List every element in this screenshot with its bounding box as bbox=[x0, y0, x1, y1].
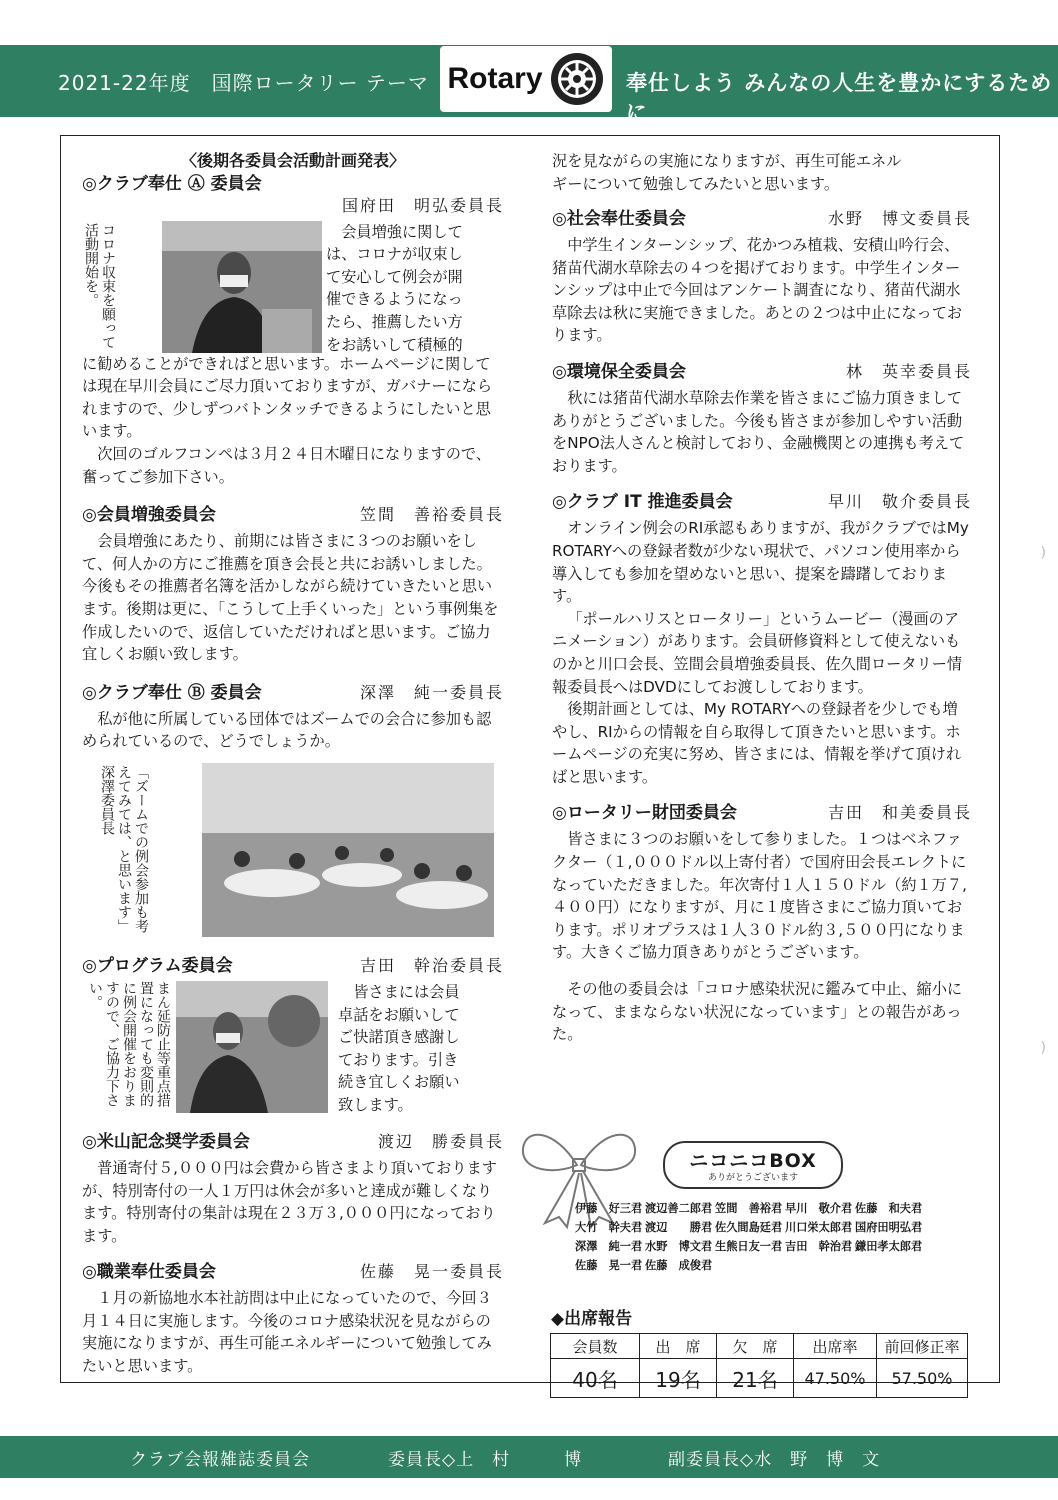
chair-name: 吉田 幹治委員長 bbox=[359, 955, 504, 975]
club-b-photo-block bbox=[82, 763, 504, 941]
donor-name: 佐久間島廷君 bbox=[715, 1221, 783, 1234]
meeting-photo bbox=[202, 763, 494, 937]
donor-name: 生熊日友一君 bbox=[715, 1240, 783, 1253]
donor-name: 水野 博文君 bbox=[645, 1240, 713, 1253]
header-cell: 前回修正率 bbox=[877, 1334, 968, 1359]
paragraph: 普通寄付５,０００円は会費から皆さまより頂いておりますが、特別寄付の一人１万円は休会が多いと達成が難しくなります。特別寄付の集計は現在２３万３,０００円になっております。 bbox=[82, 1158, 497, 1245]
section-yoneyama bbox=[82, 1131, 504, 1157]
section-community bbox=[552, 208, 972, 234]
section-title: ◎ロータリー財団委員会 bbox=[552, 803, 737, 824]
section-title: ◎職業奉仕委員会 bbox=[82, 1262, 216, 1283]
donor-name: 渡辺善二郎君 bbox=[645, 1202, 713, 1215]
section-title: ◎クラブ奉仕 Ⓐ 委員会 bbox=[82, 173, 262, 194]
value-cell: 19名 bbox=[640, 1359, 717, 1398]
header-cell: 出 席 bbox=[640, 1334, 717, 1359]
paragraph: 秋には猪苗代湖水草除去作業を皆さまにご協力頂きましてありがとうございました。今後も皆さまが参加しやすい活動をNPO法人さんと検討しており、金融機関との連携も考えております。 bbox=[552, 388, 965, 475]
header-cell: 出席率 bbox=[794, 1334, 877, 1359]
nikoniko-title-box bbox=[663, 1141, 843, 1189]
section-membership bbox=[82, 504, 504, 530]
chair-name: 水野 博文委員長 bbox=[827, 209, 972, 228]
theme-year-label: 2021-22年度 国際ロータリー テーマ bbox=[58, 71, 429, 95]
section-title: ◎環境保全委員会 bbox=[552, 361, 686, 382]
paragraph: 皆さまに３つのお願いをして参りました。１つはベネファクター（１,０００ドル以上寄付者）で国府田会長エレクトになっていただきました。年次寄付１人１５０ドル（約１万７,４００円）になりますが、月に１度皆さまにご協力頂いております。ポリオプラスは１人３０ドル約３,５００円になります。大きくご協力頂きありがとうございます。 bbox=[552, 830, 967, 962]
text-line: 致します。 bbox=[338, 1095, 413, 1114]
text-line: をお誘いして積極的 bbox=[326, 335, 463, 354]
program-photo-block bbox=[82, 981, 504, 1117]
article-title: 〈後期各委員会活動計画発表〉 bbox=[180, 151, 405, 170]
nikoniko-title: ニコニコBOX bbox=[689, 1150, 817, 1172]
text-line: 催できるようになっ bbox=[326, 290, 463, 309]
chair-name: 林 英幸委員長 bbox=[845, 361, 972, 381]
chair-name: 吉田 和美委員長 bbox=[827, 803, 972, 823]
margin-mark: ) bbox=[1040, 1040, 1046, 1056]
section-title: ◎会員増強委員会 bbox=[82, 505, 216, 526]
paragraph: に勧めることができればと思います。ホームページに関しては現在早川会員にご尽力頂いておりますが、ガバナーになられますので、少しずつバトンタッチできるようにしたいと思います。 bbox=[82, 354, 493, 441]
header-cell: 欠 席 bbox=[717, 1334, 794, 1359]
vocational-body-start bbox=[82, 1287, 504, 1376]
donor-name: 伊藤 好三君 bbox=[575, 1202, 643, 1215]
donor-name: 早川 敬介君 bbox=[785, 1202, 853, 1215]
footer-band bbox=[0, 1436, 1058, 1478]
rotary-wordmark: Rotary bbox=[447, 62, 543, 95]
program-wrapped-text bbox=[338, 981, 506, 1117]
footer-chair: 委員長◇上 村 博 bbox=[388, 1450, 583, 1470]
section-title: ◎社会奉仕委員会 bbox=[552, 209, 686, 229]
chair-line bbox=[82, 195, 504, 221]
paragraph: 「ポールハリスとロータリー」というムービー（漫画のアニメーション）があります。会員研修資料として使えないものかと川口会長、笠間会員増強委員長、佐久間ロータリー情報委員長へはDVDにしてお渡ししております。 bbox=[552, 609, 963, 696]
speaker-photo bbox=[176, 981, 328, 1113]
donor-name: 吉田 幹治君 bbox=[785, 1240, 853, 1253]
paragraph: オンライン例会のRI承認もありますが、我がクラブではMy ROTARYへの登録者数が少ない現状で、パソコン使用率から導入しても参加を望めないと思い、提案を躊躇しております。 bbox=[552, 519, 969, 606]
donor-name: 深澤 純一君 bbox=[575, 1240, 643, 1253]
section-program bbox=[82, 955, 504, 981]
nikoniko-subtitle: ありがとうございます bbox=[707, 1173, 798, 1183]
section-title: ◎プログラム委員会 bbox=[82, 955, 233, 976]
section-title: ◎クラブ IT 推進委員会 bbox=[552, 492, 733, 513]
section-title: ◎米山記念奨学委員会 bbox=[82, 1131, 250, 1152]
chair-name: 早川 敬介委員長 bbox=[827, 492, 972, 512]
text-line: は、コロナが収束し bbox=[326, 245, 463, 264]
photo-caption: 「ズームでの例会参加も考えてみては、と思います」深澤委員長 bbox=[99, 764, 149, 933]
vocational-continued: 況を見ながらの実施になりますが、再生可能エネル ギーについて勉強してみたいと思います。 bbox=[552, 152, 902, 193]
donor-name: 渡辺 勝君 bbox=[645, 1221, 713, 1234]
section-foundation bbox=[552, 802, 972, 828]
text-line: ご快諾頂き感謝し bbox=[338, 1028, 460, 1047]
attendance-table bbox=[550, 1333, 968, 1398]
donor-name: 佐藤 晃一君 bbox=[575, 1259, 643, 1272]
table-row bbox=[551, 1359, 968, 1398]
rotary-logo bbox=[440, 46, 612, 112]
club-a-photo-block bbox=[82, 221, 504, 353]
donor-name: 鎌田孝太郎君 bbox=[855, 1240, 923, 1253]
value-cell: 57.50% bbox=[877, 1359, 968, 1398]
section-vocational bbox=[82, 1261, 504, 1287]
section-it bbox=[552, 491, 972, 517]
text-line: 会員増強に関して bbox=[341, 222, 463, 241]
table-header-row bbox=[551, 1334, 968, 1359]
speaker-photo bbox=[162, 221, 322, 353]
text-line: たら、推薦したい方 bbox=[326, 312, 463, 331]
footer-committee: クラブ会報雑誌委員会 bbox=[130, 1450, 310, 1470]
rotary-wheel-icon bbox=[549, 51, 605, 107]
club-a-wrapped-text bbox=[326, 221, 504, 357]
donor-name: 佐藤 成俊君 bbox=[645, 1259, 713, 1272]
left-column bbox=[82, 150, 504, 1376]
nikoniko-box bbox=[515, 1115, 995, 1285]
closing-paragraph: その他の委員会は「コロナ感染状況に鑑みて中止、縮小になって、ままならない状況になっています」との報告があった。 bbox=[552, 980, 963, 1044]
paragraph: 次回のゴルフコンペは３月２４日木曜日になりますので、奮ってご参加下さい。 bbox=[82, 444, 491, 486]
donor-name: 大竹 幹夫君 bbox=[575, 1221, 643, 1234]
chair-name: 佐藤 晃一委員長 bbox=[359, 1262, 504, 1282]
paragraph: 会員増強にあたり、前期には皆さまに３つのお願いをして、何人かの方にご推薦を頂き会長と共にお誘いしました。今後もその推薦者名簿を活かしながら続けていきたいと思います。後期は更に、「こうして上手くいった」という事例集を作成したいので、返信していただければと思います。ご協力宜しくお願い致します。 bbox=[82, 532, 499, 664]
header-cell: 会員数 bbox=[551, 1334, 640, 1359]
attendance-title: ◆出席報告 bbox=[551, 1309, 633, 1329]
value-cell: 47.50% bbox=[794, 1359, 877, 1398]
footer-vice-chair: 副委員長◇水 野 博 文 bbox=[668, 1450, 881, 1470]
theme-slogan: 奉仕しよう みんなの人生を豊かにするために bbox=[626, 71, 1053, 125]
chair-name: 笠間 善裕委員長 bbox=[359, 505, 504, 525]
section-club-b bbox=[82, 682, 504, 708]
text-line: 卓話をお願いして bbox=[338, 1005, 460, 1024]
photo-caption: まん延防止等重点措置になっても変則的に例会開催をおりますので、ご協力下さい。 bbox=[87, 980, 171, 1107]
value-cell: 21名 bbox=[717, 1359, 794, 1398]
donor-name: 笠間 善裕君 bbox=[715, 1202, 783, 1215]
donor-name-list bbox=[575, 1199, 995, 1275]
text-line: 続き宜しくお願い bbox=[338, 1073, 460, 1092]
section-environment bbox=[552, 361, 972, 387]
value-cell: 40名 bbox=[551, 1359, 640, 1398]
chair-name: 国府田 明弘委員長 bbox=[341, 195, 504, 215]
paragraph: 中学生インターンシップ、花かつみ植栽、安積山吟行会、猪苗代湖水草除去の４つを掲げております。中学生インターンシップは中止で今回はアンケート調査になり、猪苗代湖水草除去は秋に実施できました。あとの２つは中止になっております。 bbox=[552, 236, 963, 345]
paragraph: 私が他に所属している団体ではズームでの会合に参加も認められているので、どうでしょうか。 bbox=[82, 709, 492, 751]
photo-caption: コロナ収束を願って活動開始を。 bbox=[83, 222, 116, 349]
right-column bbox=[552, 150, 972, 1046]
donor-name: 川口栄太郎君 bbox=[785, 1221, 853, 1234]
donor-name: 佐藤 和夫君 bbox=[855, 1202, 923, 1215]
chair-name: 深澤 純一委員長 bbox=[359, 682, 504, 702]
section-title: ◎クラブ奉仕 Ⓑ 委員会 bbox=[82, 682, 262, 703]
chair-name: 渡辺 勝委員長 bbox=[377, 1131, 504, 1151]
paragraph: 後期計画としては、My ROTARYへの登録者を少しでも増やし、RIからの情報を自ら取得して頂きたいと思います。ホームページの充実に努め、皆さまには、情報を挙げて頂ければと思います。 bbox=[552, 700, 962, 786]
margin-mark: ) bbox=[1040, 545, 1046, 561]
text-line: 皆さまには会員 bbox=[353, 982, 460, 1001]
text-line: ております。引き bbox=[338, 1050, 459, 1069]
donor-name: 国府田明弘君 bbox=[855, 1221, 923, 1234]
paragraph: １月の新協地水本社訪問は中止になっていたので、今回３月１４日に実施します。今後のコロナ感染状況を見ながらの実施になりますが、再生可能エネルギーについて勉強してみたいと思います。 bbox=[82, 1289, 492, 1376]
text-line: て安心して例会が開 bbox=[326, 267, 463, 286]
